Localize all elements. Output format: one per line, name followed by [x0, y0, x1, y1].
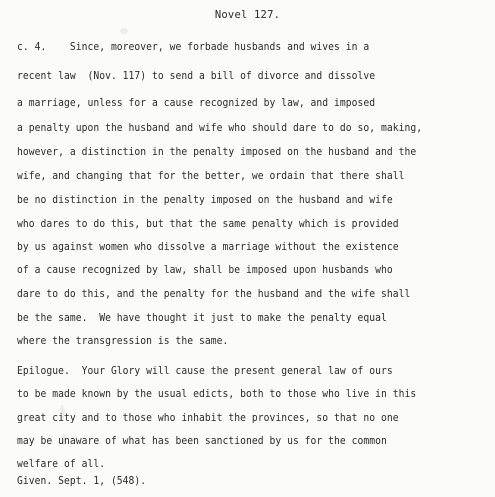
text-line: dare to do this, and the penalty for the husband and the wife shall	[17, 289, 411, 300]
text-line: a marriage, unless for a cause recognized by law, and imposed	[17, 98, 376, 109]
ink-speck	[62, 433, 66, 445]
text-line: may be unaware of what has been sanctioned by us for the common	[17, 436, 387, 447]
text-line: where the transgression is the same.	[17, 336, 229, 347]
text-line: to be made known by the usual edicts, both to those who live in this	[17, 389, 417, 400]
ink-speck	[120, 28, 128, 34]
text-line: recent law (Nov. 117) to send a bill of divorce and dissolve	[17, 71, 376, 82]
text-line: who dares to do this, but that the same penalty which is provided	[17, 219, 399, 230]
text-line: Epilogue. Your Glory will cause the present general law of ours	[17, 366, 393, 377]
text-line: wife, and changing that for the better, we ordain that there shall	[17, 171, 405, 182]
page-title: Novel 127.	[214, 9, 281, 21]
text-line: be no distinction in the penalty imposed on the husband and wife	[17, 195, 393, 206]
text-line: welfare of all.	[17, 459, 106, 470]
ink-speck	[60, 405, 65, 419]
text-line: great city and to those who inhabit the provinces, so that no one	[17, 413, 399, 424]
text-line: c. 4. Since, moreover, we forbade husbands and wives in a	[17, 42, 370, 53]
text-line: by us against women who dissolve a marriage without the existence	[17, 242, 399, 253]
dateline: Given. Sept. 1, (548).	[17, 476, 147, 487]
text-line: be the same. We have thought it just to make the penalty equal	[17, 313, 387, 324]
text-line: of a cause recognized by law, shall be imposed upon husbands who	[17, 265, 393, 276]
text-line: however, a distinction in the penalty imposed on the husband and the	[17, 147, 417, 158]
text-line: a penalty upon the husband and wife who should dare to do so, making,	[17, 123, 423, 134]
